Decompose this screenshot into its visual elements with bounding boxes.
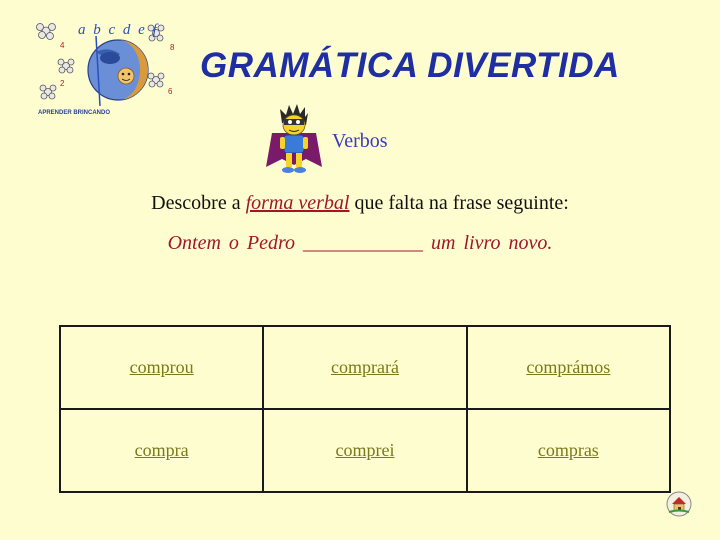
logo-caption: APRENDER BRINCANDO <box>38 110 111 116</box>
instruction-before: Descobre a <box>151 192 246 214</box>
logo-number: 4 <box>60 41 65 50</box>
instruction-text <box>0 192 720 215</box>
logo-icon <box>36 18 186 118</box>
subtitle: Verbos <box>332 130 388 152</box>
answer-cell[interactable] <box>263 326 466 409</box>
logo-number: 6 <box>168 87 173 96</box>
answer-option-compramos[interactable]: comprámos <box>526 357 611 377</box>
table-row <box>60 326 670 409</box>
page-title: GRAMÁTICA DIVERTIDA <box>200 46 620 85</box>
answer-option-compra[interactable]: compra <box>134 440 189 460</box>
answer-cell[interactable] <box>263 409 466 492</box>
answer-option-compras[interactable]: compras <box>537 440 599 460</box>
logo-number: 8 <box>170 43 175 52</box>
answer-cell[interactable] <box>467 409 670 492</box>
answer-cell[interactable] <box>60 409 263 492</box>
table-row <box>60 409 670 492</box>
logo-letters: a b c d e f <box>78 22 159 38</box>
logo-number: 2 <box>60 79 65 88</box>
answer-option-comprei[interactable]: comprei <box>335 440 395 460</box>
answer-cell[interactable] <box>60 326 263 409</box>
instruction-emphasis: forma verbal <box>245 192 350 214</box>
instruction-after: que falta na frase seguinte: <box>349 192 569 214</box>
home-icon[interactable] <box>666 491 692 517</box>
answer-options-table <box>59 325 671 493</box>
answer-option-comprara[interactable]: comprará <box>331 357 399 377</box>
cartoon-boy-icon <box>262 103 326 179</box>
answer-option-comprou[interactable]: comprou <box>129 357 194 377</box>
exercise-sentence: Ontem o Pedro ____________ um livro novo. <box>167 232 553 254</box>
answer-cell[interactable] <box>467 326 670 409</box>
